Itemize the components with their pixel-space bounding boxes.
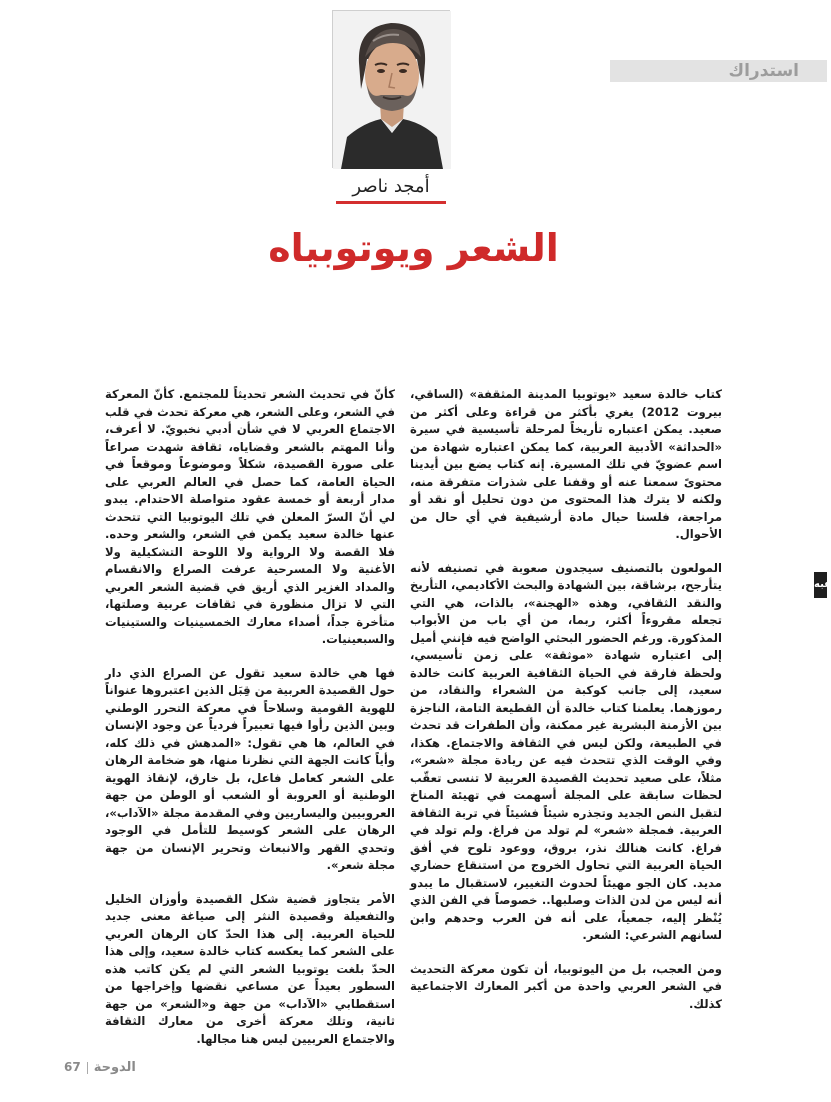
article-column-left [105, 386, 395, 1064]
paragraph: فها هي خالدة سعيد تقول عن الصراع الذي دار حول القصيدة العربية من قِبَل الذين اعتبروها عنواناً للهوية القومية وسلاحاً في معركة التحرر الوطني وبين الذين رأوا فيها تعبيراً فردياً عن وجود الإنسان في العالم، ها هي تقول: «المدهش في ذلك كله، وأياً كانت الجهة التي نظرنا منها، هو ضخامة الرهان على الشعر كعامل فاعل، بل خارق، لإنقاذ الهوية الوطنية أو العروبة أو الشعب أو الوطن من جهة العروبيين واليساريين وفي المقدمة مجلة «الآداب»، الرهان على الشعر كوسيط للتأمل في الوجود وتحدي القهر والانبعاث وتحرير الإنسان من جهة مجلة شعر». [105, 665, 395, 872]
section-header-bar [610, 60, 827, 82]
author-photo [332, 10, 450, 168]
article-column-right [410, 386, 722, 1029]
paragraph: الأمر يتجاوز قضية شكل القصيدة وأوزان الخليل والتفعيلة وقصيدة النثر إلى صياغة معنى جديد للحياة العربية. إلى هذا الحدّ كان الرهان العربي على الشعر كما يعكسه كتاب خالدة سعيد، وإلى هذا الحدّ بلغت يوتوبيا الشعر التي لم يكن كاتب هذه السطور بعيداً عن مساعي نقضها وإخراجها من استقطابي «الآداب» من جهة و«الشعر» من جهة ثانية، وتلك معركة أخرى من معارك الثقافة والاجتماع العربيين ليس هنا مجالها. [105, 891, 395, 1046]
paragraph: المولعون بالتصنيف سيجدون صعوبة في تصنيفه لأنه يتأرجح، برشاقة، بين الشهادة والبحث الأكاديمي، التأريخ والنقد الثقافي، وهذه «الهجنة»، بالذات، هي التي تجعله مقروءاً أكثر، ربما، من أي باب من الأبواب المذكورة. ورغم الحضور البحثي الواضح فيه فإنني أميل إلى اعتباره شهادة «موثقة» على زمن تأسيسي، ولحظة فارقة في الحياة الثقافية العربية كانت خالدة سعيد، إلى جانب كوكبة من الشعراء والنقاد، من رموزهما. يعلمنا كتاب خالدة أن القطيعة التامة، الناجزة بين الأزمنة البشرية غير ممكنة، وأن الطفرات قد تحدث في الطبيعة، ولكن ليس في الثقافة والاجتماع. هكذا، وفي الوقت الذي تتحدث فيه عن ريادة مجلة «شعر»، مثلاً، على صعيد تحديث القصيدة العربية لا تنسى تعقّب لحظات سابقة على المجلة أسهمت في تهيئة المناخ لتقبل النص الجديد وتجذره شيئاً فشيئاً في تربة الثقافة العربية. فمجلة «شعر» لم تولد من فراغ. ولم تولد في فراغ. كانت هنالك نذر، بروق، ووعود تلوح في أفق الحياة العربية التي تحاول الخروج من استنقاع حضاري مديد. كان الجو مهيئاً لحدوث التغيير، لاستقبال ما يبدو أنه ليس من لدن الذات وصلبها.. خصوصاً في الفن الذي يُنْظر إليه، جمعياً، على أنه فن العرب وحدهم وابن لسانهم الشرعي: الشعر. [410, 560, 722, 942]
page-footer [64, 1058, 136, 1076]
paragraph: ومن العجب، بل من اليوتوبيا، أن تكون معركة التحديث في الشعر العربي واحدة من أكبر المعارك الاجتماعية كذلك. [410, 961, 722, 1011]
author-underline [336, 201, 446, 204]
article-title: الشعر ويوتوبياه [268, 226, 559, 270]
author-name: أمجد ناصر [352, 176, 430, 197]
paragraph: كتاب خالدة سعيد «يوتوبيا المدينة المثقفة» (الساقي، بيروت 2012) يغري بأكثر من قراءة وعلى أكثر من صعيد. يمكن اعتباره تأريخاً لمرحلة تأسيسية في سيرة «الحداثة» الأدبية العربية، كما يمكن اعتباره شهادة من اسم عضويّ في تلك المسيرة. إنه كتاب يضع بين أيدينا محتوىً سمعنا عنه أو وقفنا على شذرات متفرقة منه، ولكنه لا يترك هذا المحتوى من دون تحليل أو نقد أو مراجعة، فلسنا حيال مادة أرشيفية في أي حال من الأحوال. [410, 387, 722, 541]
section-name: استدراك [728, 61, 799, 81]
page-number: 67 [64, 1060, 81, 1074]
footer-divider [87, 1062, 88, 1074]
author-portrait-illustration [333, 11, 451, 169]
edge-thumb-tab: عبه [814, 572, 827, 598]
paragraph: كأنّ في تحديث الشعر تحديثاً للمجتمع. كأنّ المعركة في الشعر، وعلى الشعر، هي معركة تحدث في قلب الاجتماع العربي لا في شأن أدبي نخبويّ. لا أعرف، وأنا المهتم بالشعر وقضاياه، ثقافة شهدت صراعاً على صورة القصيدة، شكلاً وموضوعاً وموقعاً في الحياة العامة، كما حصل في العالم العربي على مدار أربعة أو خمسة عقود متواصلة الاحتدام. يبدو لي أنّ السرّ المعلن في تلك اليوتوبيا التي تتحدث عنها خالدة سعيد يكمن في الشعر، والشعر وحده. فلا القصة ولا الرواية ولا اللوحة التشكيلية ولا الأغنية ولا المسرحية عرفت الصراع والانقسام والمداد الغزير الذي أريق في قضية الشعر العربي التي لا تزال منظورة في ثقافات عربية وصلتها، متأخرة جداً، أصداء معارك الخمسينيات والستينيات والسبعينيات. [105, 387, 395, 646]
magazine-logo: الدوحة [93, 1060, 136, 1075]
